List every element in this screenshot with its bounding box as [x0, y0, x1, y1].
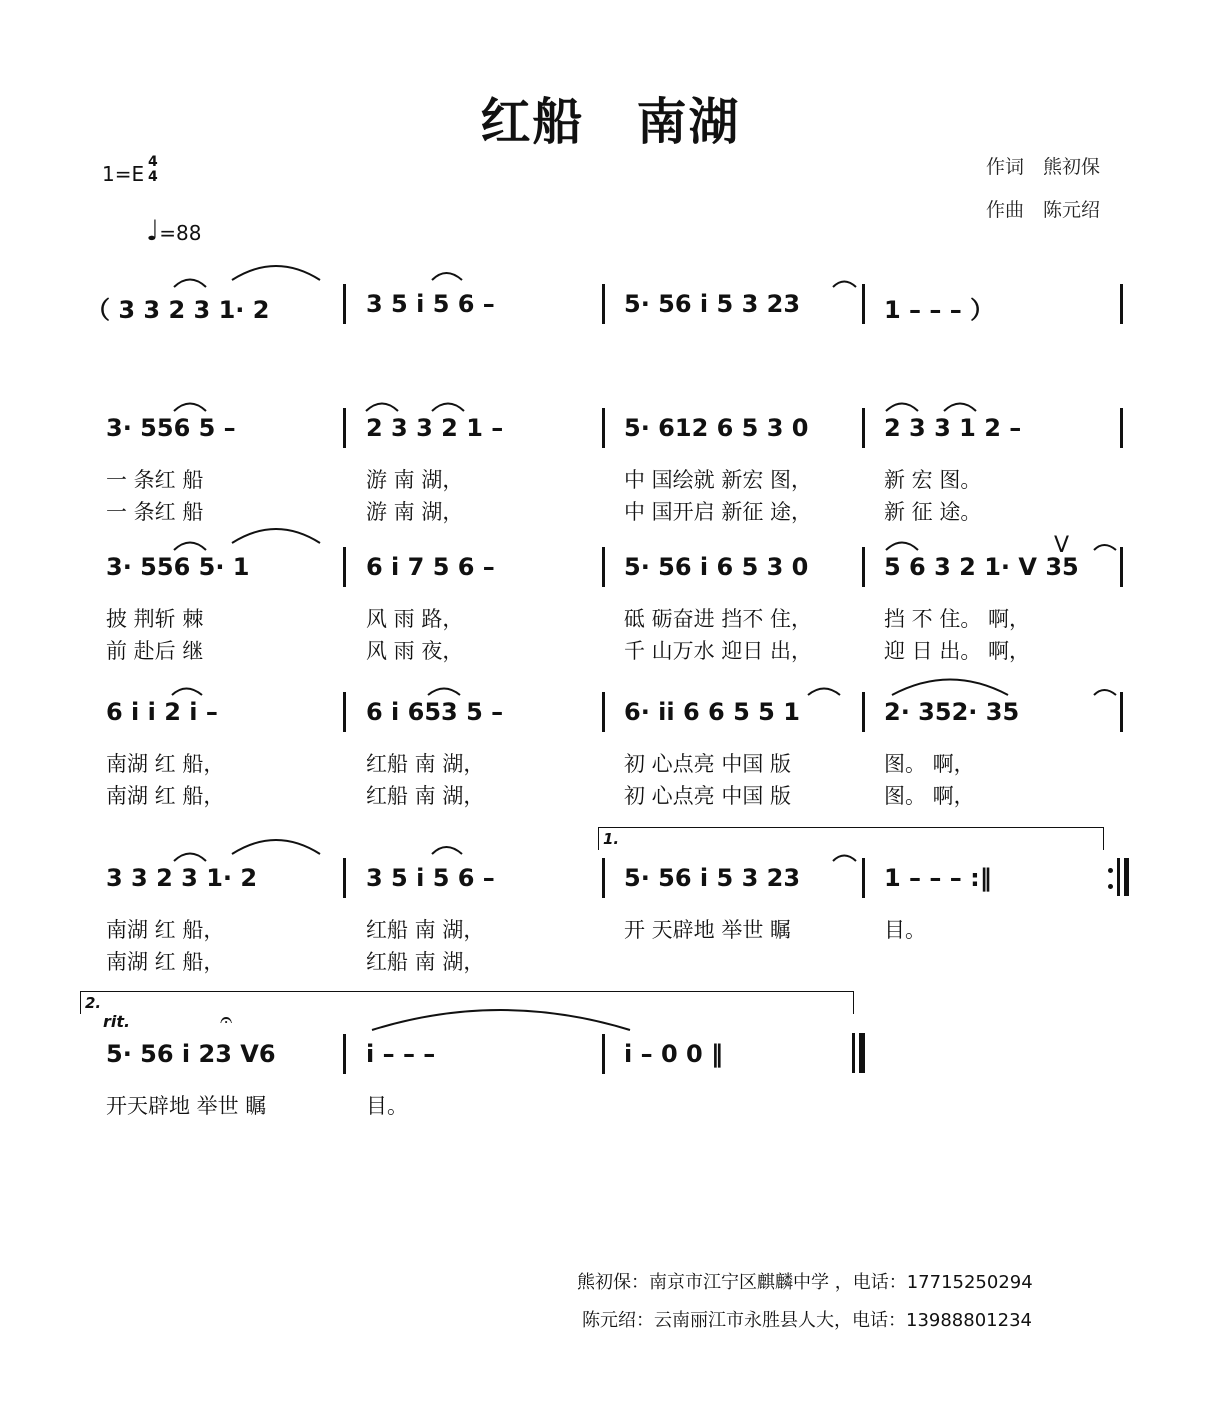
- lyric-segment: 南湖 红 船，: [106, 784, 225, 808]
- repeat-end-thin-bar: [1117, 858, 1120, 896]
- repeat-end-icon: [1108, 860, 1114, 896]
- ritardando-marking: rit.: [103, 1012, 131, 1031]
- lyric-segment: 中 国绘就 新宏 图，: [624, 468, 813, 492]
- measure-4: 2 3 3 1 2 –: [884, 414, 1022, 442]
- notes-line: [0, 1028, 1221, 1076]
- lyric-segment: 南湖 红 船，: [106, 752, 225, 776]
- final-thick-bar: [859, 1033, 865, 1073]
- measure-3: 5· 56 i 6 5 3 0: [624, 553, 809, 581]
- notes-line: [0, 402, 1221, 450]
- barline: [602, 547, 605, 587]
- time-signature: [148, 155, 158, 185]
- measure-3: 5· 612 6 5 3 0: [624, 414, 809, 442]
- measure-1: 6 i i 2 i –: [106, 698, 218, 726]
- volta-2-label: 2.: [85, 994, 102, 1012]
- final-thin-bar: [852, 1033, 855, 1073]
- barline: [1120, 408, 1123, 448]
- lyric-segment: 游 南 湖，: [366, 468, 464, 492]
- measure-3: 5· 56 i 5 3 23: [624, 290, 801, 318]
- measure-1: 3· 556 5· 1: [106, 553, 250, 581]
- barline: [862, 284, 865, 324]
- lyric-segment: 一 条红 船: [106, 500, 204, 524]
- barline: [862, 692, 865, 732]
- barline: [602, 284, 605, 324]
- lyric-segment: 红船 南 湖，: [366, 784, 485, 808]
- barline: [602, 858, 605, 898]
- barline: [343, 284, 346, 324]
- barline: [343, 408, 346, 448]
- measure-2: 3 5 i 5 6 –: [366, 864, 495, 892]
- barline: [602, 692, 605, 732]
- notes-line: [0, 852, 1221, 900]
- composer-credit: 作曲 陈元绍: [986, 199, 1101, 221]
- lyric-segment: 目。: [884, 918, 926, 942]
- measure-2: 2 3 3 2 1 –: [366, 414, 504, 442]
- repeat-end-thick-bar: [1124, 858, 1129, 896]
- measure-3: 5· 56 i 5 3 23: [624, 864, 801, 892]
- lyric-segment: 千 山万水 迎日 出，: [624, 639, 813, 663]
- lyric-segment: 南湖 红 船，: [106, 918, 225, 942]
- measure-2: 3 5 i 5 6 –: [366, 290, 495, 318]
- volta-2-bracket: [80, 991, 854, 1014]
- barline: [343, 692, 346, 732]
- lyric-segment: 风 雨 夜，: [366, 639, 464, 663]
- lyric-segment: 图。 啊，: [884, 784, 975, 808]
- lyric-segment: 迎 日 出。 啊，: [884, 639, 1031, 663]
- volta-1-label: 1.: [603, 830, 620, 848]
- lyric-segment: 新 宏 图。: [884, 468, 982, 492]
- measure-3: 6· ii 6 6 5 5 1: [624, 698, 800, 726]
- notes-line: [0, 541, 1221, 589]
- measure-2: 6 i 653 5 –: [366, 698, 504, 726]
- lyric-segment: 挡 不 住。 啊，: [884, 607, 1031, 631]
- lyric-segment: 开 天辟地 举世 瞩: [624, 918, 792, 942]
- barline: [343, 547, 346, 587]
- lyric-segment: 中 国开启 新征 途，: [624, 500, 813, 524]
- measure-4: 2· 352· 35: [884, 698, 1020, 726]
- lyric-segment: 披 荆斩 棘: [106, 607, 204, 631]
- notes-line: [0, 686, 1221, 734]
- measure-1: 5· 56 i 23 V6: [106, 1040, 276, 1068]
- quarter-note-icon: ♩: [146, 214, 160, 247]
- lyric-segment: 红船 南 湖，: [366, 950, 485, 974]
- contact-lyricist: 熊初保：南京市江宁区麒麟中学 ，电话：17715250294: [577, 1272, 1033, 1293]
- lyric-segment: 目。: [366, 1094, 408, 1118]
- lyric-segment: 风 雨 路，: [366, 607, 464, 631]
- measure-1: 3 3 2 3 1· 2: [106, 864, 258, 892]
- measure-4: 5 6 3 2 1· V 35: [884, 553, 1079, 581]
- measure-1: 3· 556 5 –: [106, 414, 236, 442]
- tempo-marking: [146, 214, 201, 247]
- lyricist-credit: 作词 熊初保: [986, 156, 1101, 178]
- measure-1: （ 3 3 2 3 1· 2: [86, 296, 270, 324]
- lyric-segment: 红船 南 湖，: [366, 918, 485, 942]
- measure-4: 1 – – – ）: [884, 296, 995, 324]
- fermata-icon: 𝄐: [220, 1008, 233, 1033]
- lyric-segment: 初 心点亮 中国 版: [624, 752, 792, 776]
- contact-composer: 陈元绍：云南丽江市永胜县人大，电话：13988801234: [582, 1310, 1032, 1331]
- key-label: 1=E: [102, 162, 145, 186]
- barline: [862, 547, 865, 587]
- measure-2: i – – –: [366, 1040, 436, 1068]
- lyric-segment: 红船 南 湖，: [366, 752, 485, 776]
- barline: [1120, 284, 1123, 324]
- lyric-segment: 砥 砺奋进 挡不 住，: [624, 607, 813, 631]
- tempo-value: =88: [159, 221, 202, 245]
- measure-4: 1 – – – :‖: [884, 864, 992, 892]
- barline: [1120, 692, 1123, 732]
- lyric-segment: 图。 啊，: [884, 752, 975, 776]
- key-signature: [102, 162, 144, 186]
- breath-mark-icon: V: [1054, 533, 1070, 558]
- barline: [343, 858, 346, 898]
- lyric-segment: 一 条红 船: [106, 468, 204, 492]
- barline: [862, 858, 865, 898]
- lyric-segment: 南湖 红 船，: [106, 950, 225, 974]
- time-signature-bottom: 4: [148, 169, 158, 185]
- barline: [862, 408, 865, 448]
- barline: [602, 1034, 605, 1074]
- measure-2: 6 i 7 5 6 –: [366, 553, 495, 581]
- notes-line: [0, 278, 1221, 326]
- lyric-segment: 前 赴后 继: [106, 639, 204, 663]
- barline: [1120, 547, 1123, 587]
- measure-3: i – 0 0 ‖: [624, 1040, 724, 1068]
- lyric-segment: 开天辟地 举世 瞩: [106, 1094, 267, 1118]
- lyric-segment: 游 南 湖，: [366, 500, 464, 524]
- barline: [343, 1034, 346, 1074]
- time-signature-top: 4: [148, 154, 158, 170]
- volta-1-bracket: [598, 827, 1104, 850]
- lyric-segment: 新 征 途。: [884, 500, 982, 524]
- barline: [602, 408, 605, 448]
- song-title: 红船 南湖: [480, 93, 741, 151]
- lyric-segment: 初 心点亮 中国 版: [624, 784, 792, 808]
